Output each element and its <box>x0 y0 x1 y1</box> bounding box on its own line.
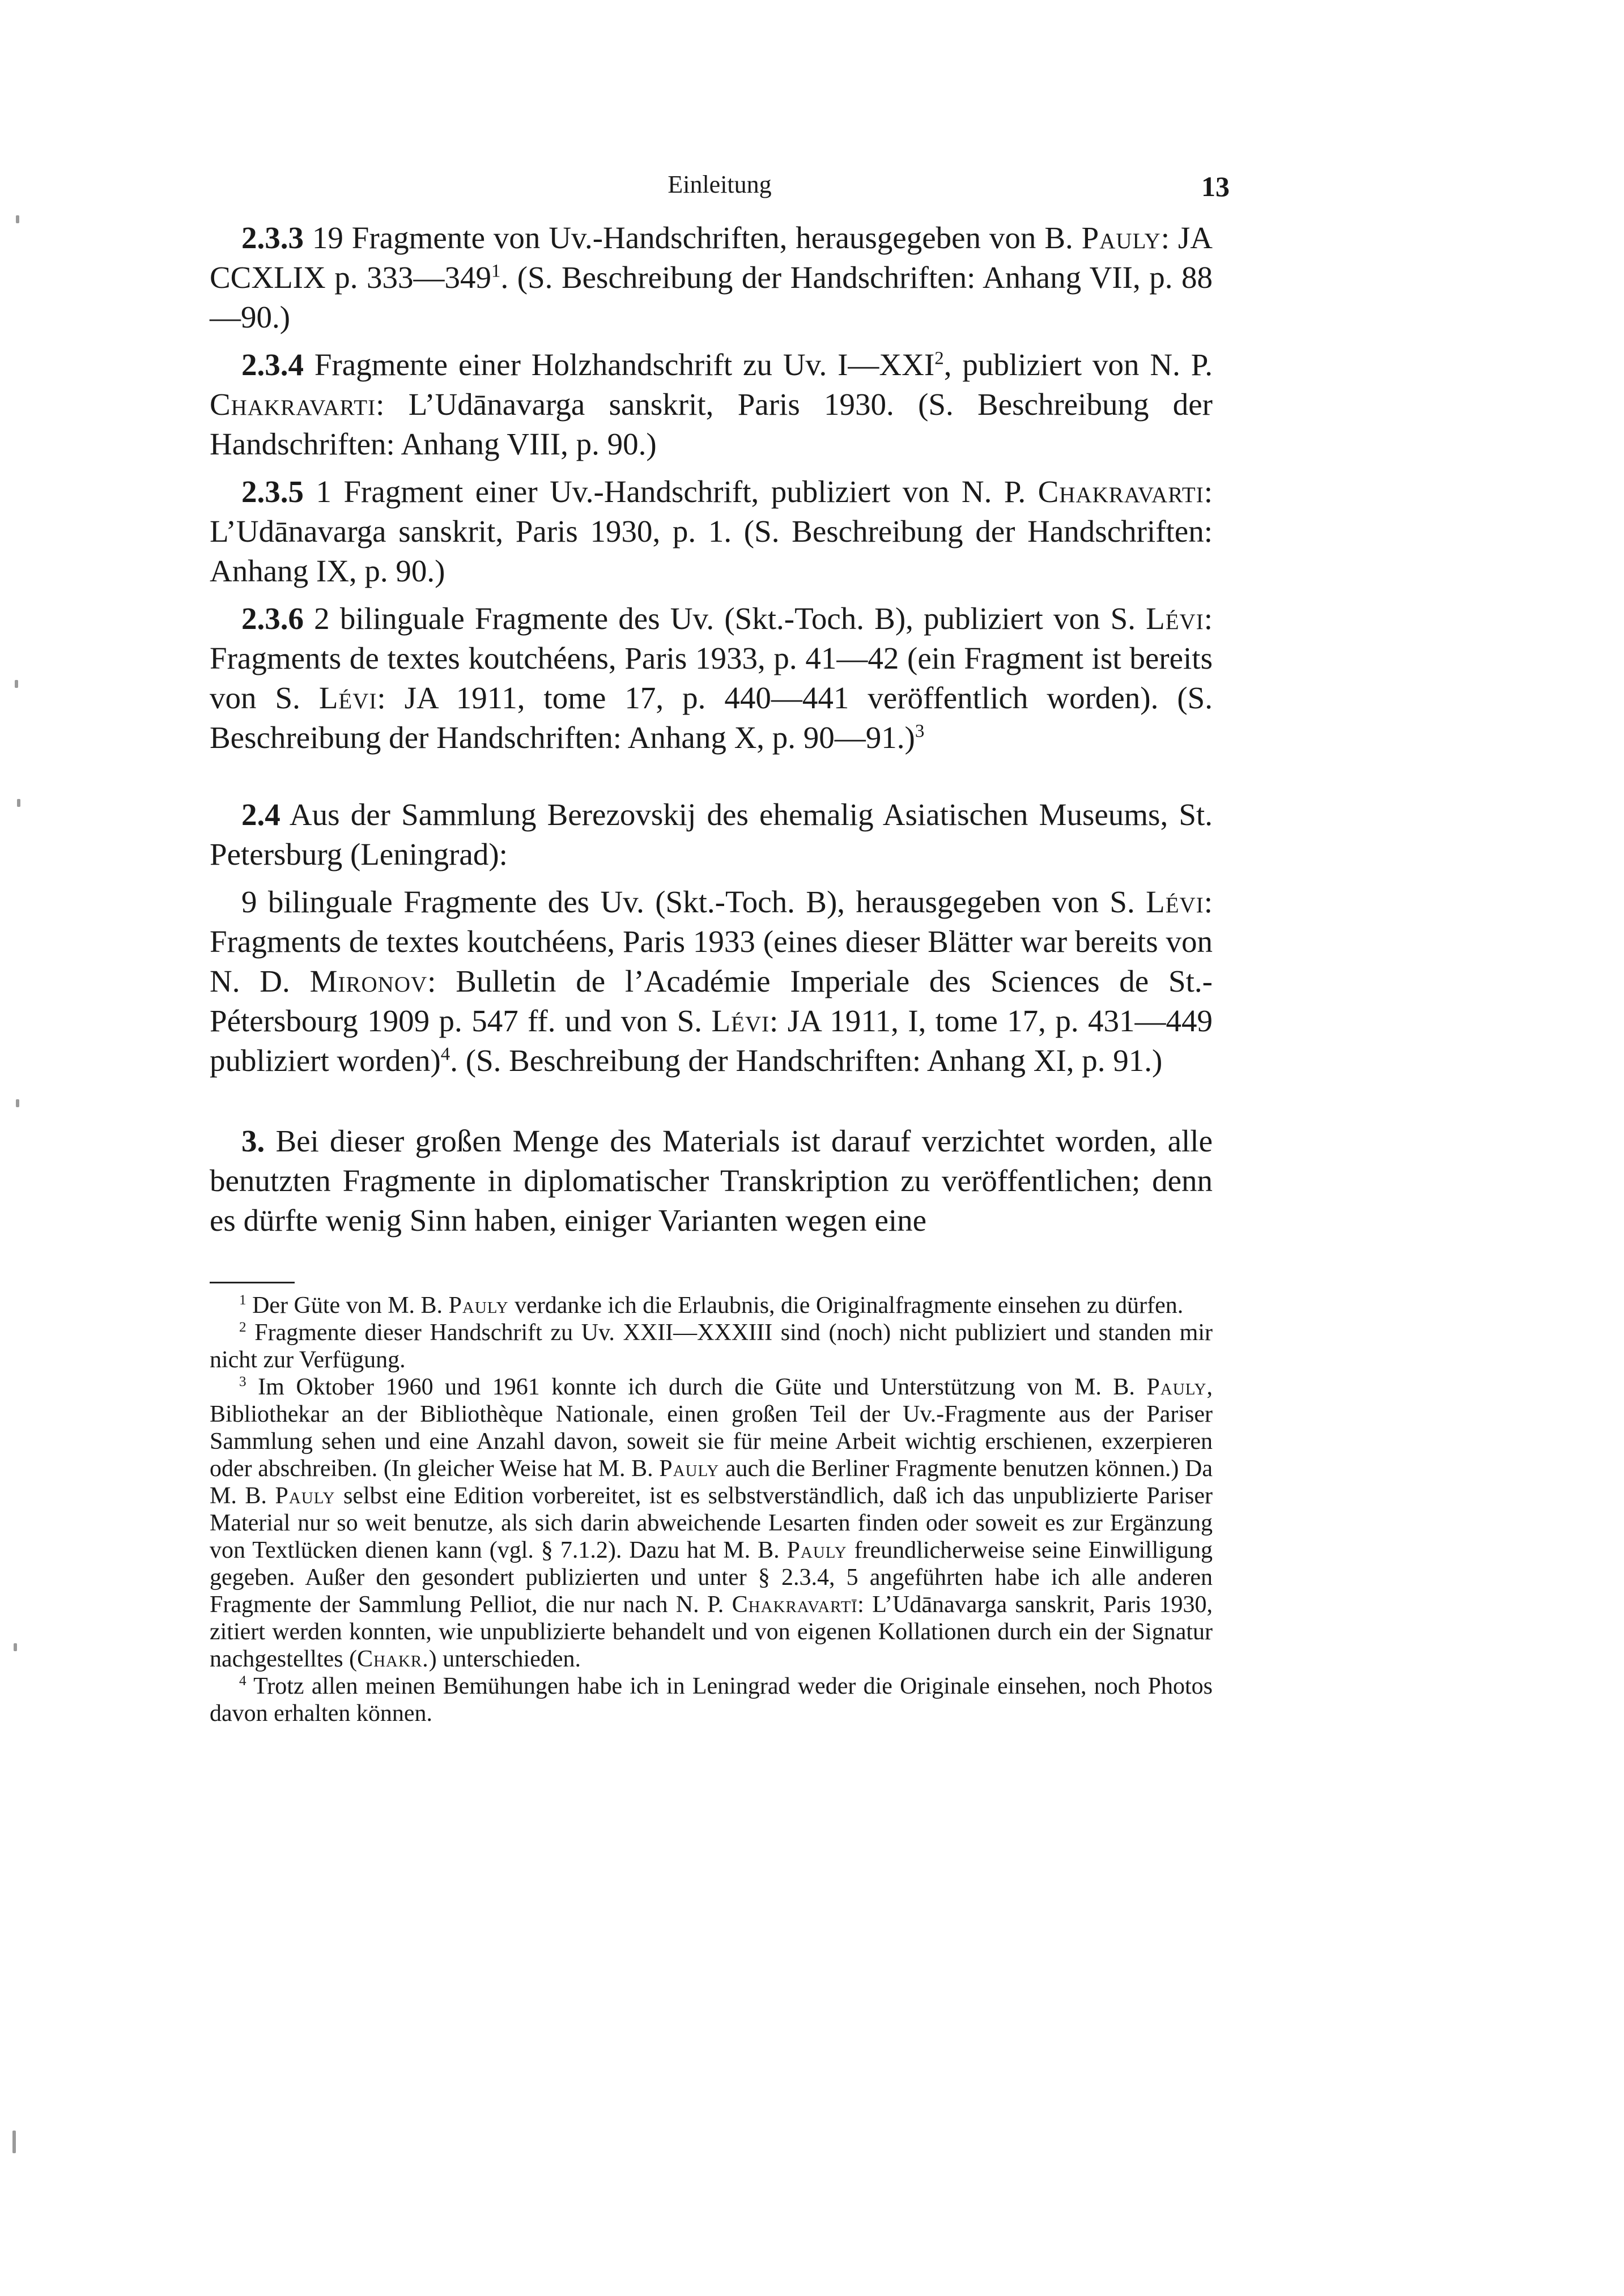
text-run: 2 bilinguale Fragmente des Uv. (Skt.-Toch. B), publiziert von S. <box>304 601 1146 636</box>
author-name: Chakravarti <box>1038 474 1204 509</box>
footnote-rule <box>210 1282 295 1283</box>
section-2-3-6 <box>210 599 1213 758</box>
author-name: Pauly <box>448 1292 509 1319</box>
section-2-3-3 <box>210 218 1213 337</box>
text-run: verdanke ich die Erlaubnis, die Originalfragmente einsehen zu dürfen. <box>508 1292 1184 1319</box>
footnote-ref: 4 <box>440 1044 450 1065</box>
footnote-ref: 3 <box>915 721 925 742</box>
running-head: Einleitung <box>668 171 772 198</box>
text-run: : Fragments de textes koutchéens, Paris 1933, p. 41—42 (ein Fragment ist bereits von S. <box>210 601 1213 715</box>
section-2-3-5 <box>210 472 1213 591</box>
text-run: : L’Udānavarga sanskrit, Paris 1930, p. 1. (S. Beschreibung der Handschriften: Anhang IX, p. 90.) <box>210 474 1213 588</box>
scan-mark <box>15 680 18 688</box>
section-number: 2.4 <box>241 797 280 832</box>
text-run: , Bibliothekar an der Bibliothèque Nationale, einen großen Teil der Uv.-Fragmente aus der Pariser Sammlung sehen und eine Anzahl davon, soweit sie für meine Arbeit wichtig erschienen, exzerpieren oder abschreiben. (In gleicher Weise hat M. B. <box>210 1374 1213 1482</box>
text-run: Trotz allen meinen Bemühungen habe ich in Leningrad weder die Originale einsehen, noch Photos davon erhalten können. <box>210 1673 1213 1727</box>
author-name: Pauly <box>275 1483 335 1509</box>
main-text <box>210 218 1213 1248</box>
text-run: Bei dieser großen Menge des Materials ist darauf verzichtet worden, alle benutzten Fragmente in diplomatischer Transkription zu veröffentlichen; denn es dürfte wenig Sinn haben, einiger Varianten wegen eine <box>210 1124 1213 1238</box>
section-2-3-4 <box>210 345 1213 464</box>
text-run: ) unterschieden. <box>428 1646 581 1672</box>
text-run: : L’Udānavarga sanskrit, Paris 1930, zitiert werden konnten, wie unpublizierte behandelt und von eigenen Kollationen durch ein der Signatur nachgestelltes ( <box>210 1592 1213 1672</box>
text-run: : Bulletin de l’Académie Imperiale des Sciences de St.-Pétersbourg 1909 p. 547 ff. und von S. <box>210 964 1213 1038</box>
footnote-3 <box>210 1374 1213 1673</box>
text-run: Fragmente dieser Handschrift zu Uv. XXII—XXXIII sind (noch) nicht publiziert und standen mir nicht zur Verfügung. <box>210 1320 1213 1373</box>
section-number: 2.3.4 <box>241 347 304 382</box>
section-number: 3. <box>241 1124 265 1158</box>
section-number: 2.3.6 <box>241 601 304 636</box>
footnote-mark: 3 <box>239 1374 246 1389</box>
text-run: Im Oktober 1960 und 1961 konnte ich durch die Güte und Unterstützung von M. B. <box>246 1374 1147 1400</box>
author-name: Lévi <box>711 1004 770 1038</box>
footnote-1 <box>210 1292 1213 1319</box>
text-run: selbst eine Edition vorbereitet, ist es selbstverständlich, daß ich das unpublizierte Pariser Material nur so weit benutze, als sich darin abweichende Lesarten finden oder soweit es zur Ergänzung von Textlücken dienen kann (vgl. § 7.1.2). Dazu hat M. B. <box>210 1483 1213 1563</box>
author-name: Mironov <box>309 964 428 998</box>
section-number: 2.3.5 <box>241 474 304 509</box>
section-gap <box>210 1089 1213 1121</box>
text-run: , publiziert von N. P. <box>943 347 1213 382</box>
text-run: : Fragments de textes koutchéens, Paris 1933 (eines dieser Blätter war bereits von N. D. <box>210 885 1213 998</box>
text-run: freundlicherweise seine Einwilligung gegeben. Außer den gesondert publizierten und unter § 2.3.4, 5 angeführten habe ich alle anderen Fragmente der Sammlung Pelliot, die nur nach N. P. <box>210 1537 1213 1618</box>
footnote-mark: 4 <box>239 1673 246 1689</box>
section-number: 2.3.3 <box>241 220 304 255</box>
page-number: 13 <box>1201 171 1230 202</box>
author-name: Lévi <box>318 681 377 715</box>
text-run: : L’Udānavarga sanskrit, Paris 1930. (S. Beschreibung der Handschriften: Anhang VIII, p. 90.) <box>210 387 1213 461</box>
section-gap <box>210 766 1213 795</box>
author-name: Chakravartī <box>732 1592 858 1618</box>
footnote-mark: 1 <box>239 1292 246 1308</box>
scan-mark <box>16 1099 19 1107</box>
author-name: Chakravarti <box>210 387 376 422</box>
author-name: Pauly <box>659 1456 720 1482</box>
text-run: . (S. Beschreibung der Handschriften: Anhang XI, p. 91.) <box>450 1043 1163 1078</box>
scan-mark <box>17 799 20 807</box>
text-run: Aus der Sammlung Berezovskij des ehemalig Asiatischen Museums, St. Petersburg (Leningrad): <box>210 797 1213 871</box>
text-run: : JA 1911, I, tome 17, p. 431—449 publiziert worden) <box>210 1004 1213 1078</box>
author-name: Pauly <box>1081 220 1161 255</box>
footnote-2 <box>210 1319 1213 1374</box>
scan-mark <box>12 2131 16 2153</box>
scan-mark <box>16 215 19 223</box>
footnotes <box>210 1292 1213 1727</box>
text-run: Der Güte von M. B. <box>246 1292 449 1319</box>
section-3 <box>210 1121 1213 1240</box>
text-run: 1 Fragment einer Uv.-Handschrift, publiziert von N. P. <box>304 474 1038 509</box>
text-run: auch die Berliner Fragmente benutzen können.) Da M. B. <box>210 1456 1213 1509</box>
footnote-ref: 2 <box>934 348 944 369</box>
footnote-ref: 1 <box>491 261 501 282</box>
text-run: : JA 1911, tome 17, p. 440—441 veröffentlich worden). (S. Beschreibung der Handschriften: Anhang X, p. 90—91.) <box>210 681 1213 755</box>
author-name: Chakr. <box>357 1646 429 1672</box>
section-2-4-body <box>210 882 1213 1081</box>
footnote-mark: 2 <box>239 1320 246 1335</box>
scan-mark <box>14 1643 17 1651</box>
footnote-4 <box>210 1673 1213 1727</box>
author-name: Pauly <box>787 1537 847 1563</box>
author-name: Lévi <box>1146 885 1204 919</box>
text-run: 19 Fragmente von Uv.-Handschriften, herausgegeben von B. <box>304 220 1082 255</box>
author-name: Pauly <box>1146 1374 1207 1400</box>
text-run: 9 bilinguale Fragmente des Uv. (Skt.-Toch. B), herausgegeben von S. <box>241 885 1146 919</box>
text-run: : JA CCXLIX p. 333—349 <box>210 220 1213 295</box>
text-run: Fragmente einer Holzhandschrift zu Uv. I—XXI <box>304 347 935 382</box>
section-2-4 <box>210 795 1213 874</box>
author-name: Lévi <box>1146 601 1204 636</box>
text-run: . (S. Beschreibung der Handschriften: Anhang VII, p. 88—90.) <box>210 260 1213 334</box>
page-header <box>210 170 1230 203</box>
